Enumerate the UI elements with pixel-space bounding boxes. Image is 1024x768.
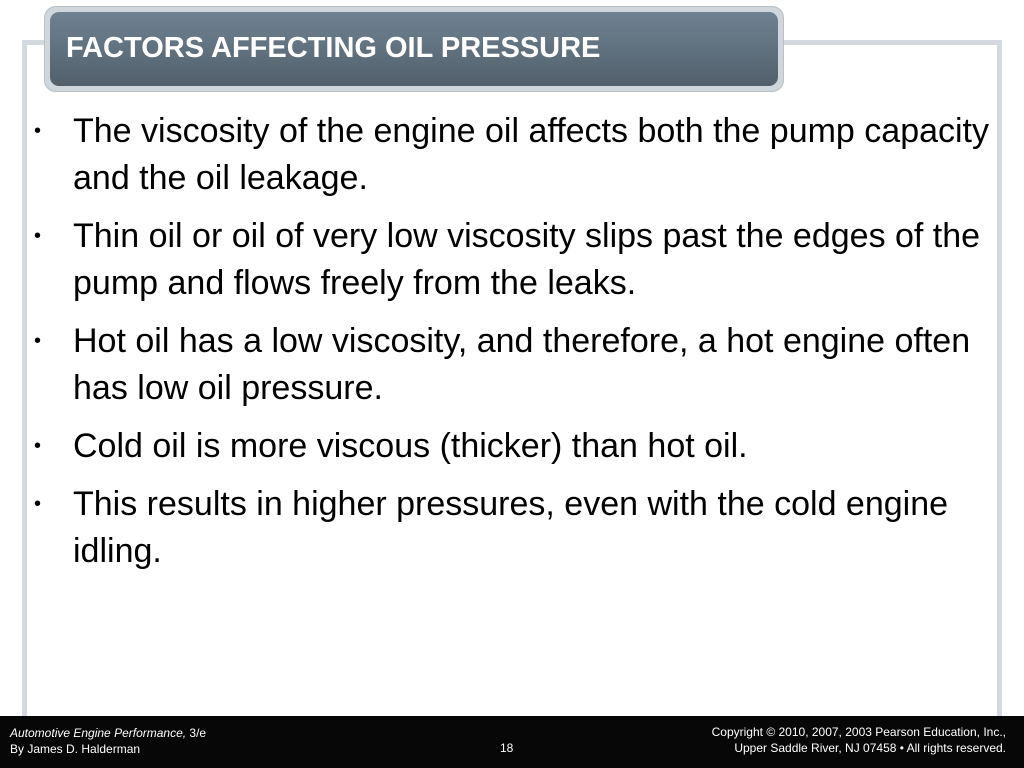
copyright-line-2: Upper Saddle River, NJ 07458 • All rights reserved.: [734, 741, 1006, 755]
title-bar: [44, 6, 784, 92]
copyright-line-1: Copyright © 2010, 2007, 2003 Pearson Education, Inc.,: [711, 725, 1006, 739]
page-number: 18: [500, 741, 514, 755]
bullet-dot: •: [34, 120, 42, 142]
bullet-text: Thin oil or oil of very low viscosity slips past the edges of the pump and flows freely from the leaks.: [73, 217, 981, 302]
bullet-item: [30, 318, 990, 412]
bullet-item: [30, 213, 990, 307]
footer-book-title: Automotive Engine Performance,: [10, 726, 187, 740]
slide-title: FACTORS AFFECTING OIL PRESSURE: [66, 32, 601, 64]
bullet-list: [30, 108, 990, 586]
bullet-dot: •: [34, 225, 42, 247]
bullet-text: Cold oil is more viscous (thicker) than hot oil.: [73, 427, 748, 465]
bullet-dot: •: [34, 435, 42, 457]
bullet-text: The viscosity of the engine oil affects both the pump capacity and the oil leakage.: [73, 112, 990, 197]
bullet-text: This results in higher pressures, even with the cold engine idling.: [73, 485, 949, 570]
bullet-item: [30, 108, 990, 202]
bullet-dot: •: [34, 493, 42, 515]
bullet-text: Hot oil has a low viscosity, and therefore, a hot engine often has low oil pressure.: [73, 322, 971, 407]
bullet-item: [30, 481, 990, 575]
bullet-dot: •: [34, 330, 42, 352]
title-bar-inner: [50, 12, 778, 86]
footer-edition: 3/e: [186, 726, 207, 740]
footer-author: By James D. Halderman: [10, 742, 141, 756]
footer-book-line: [10, 726, 206, 740]
footer-bar: [0, 716, 1024, 768]
bullet-item: [30, 423, 990, 470]
